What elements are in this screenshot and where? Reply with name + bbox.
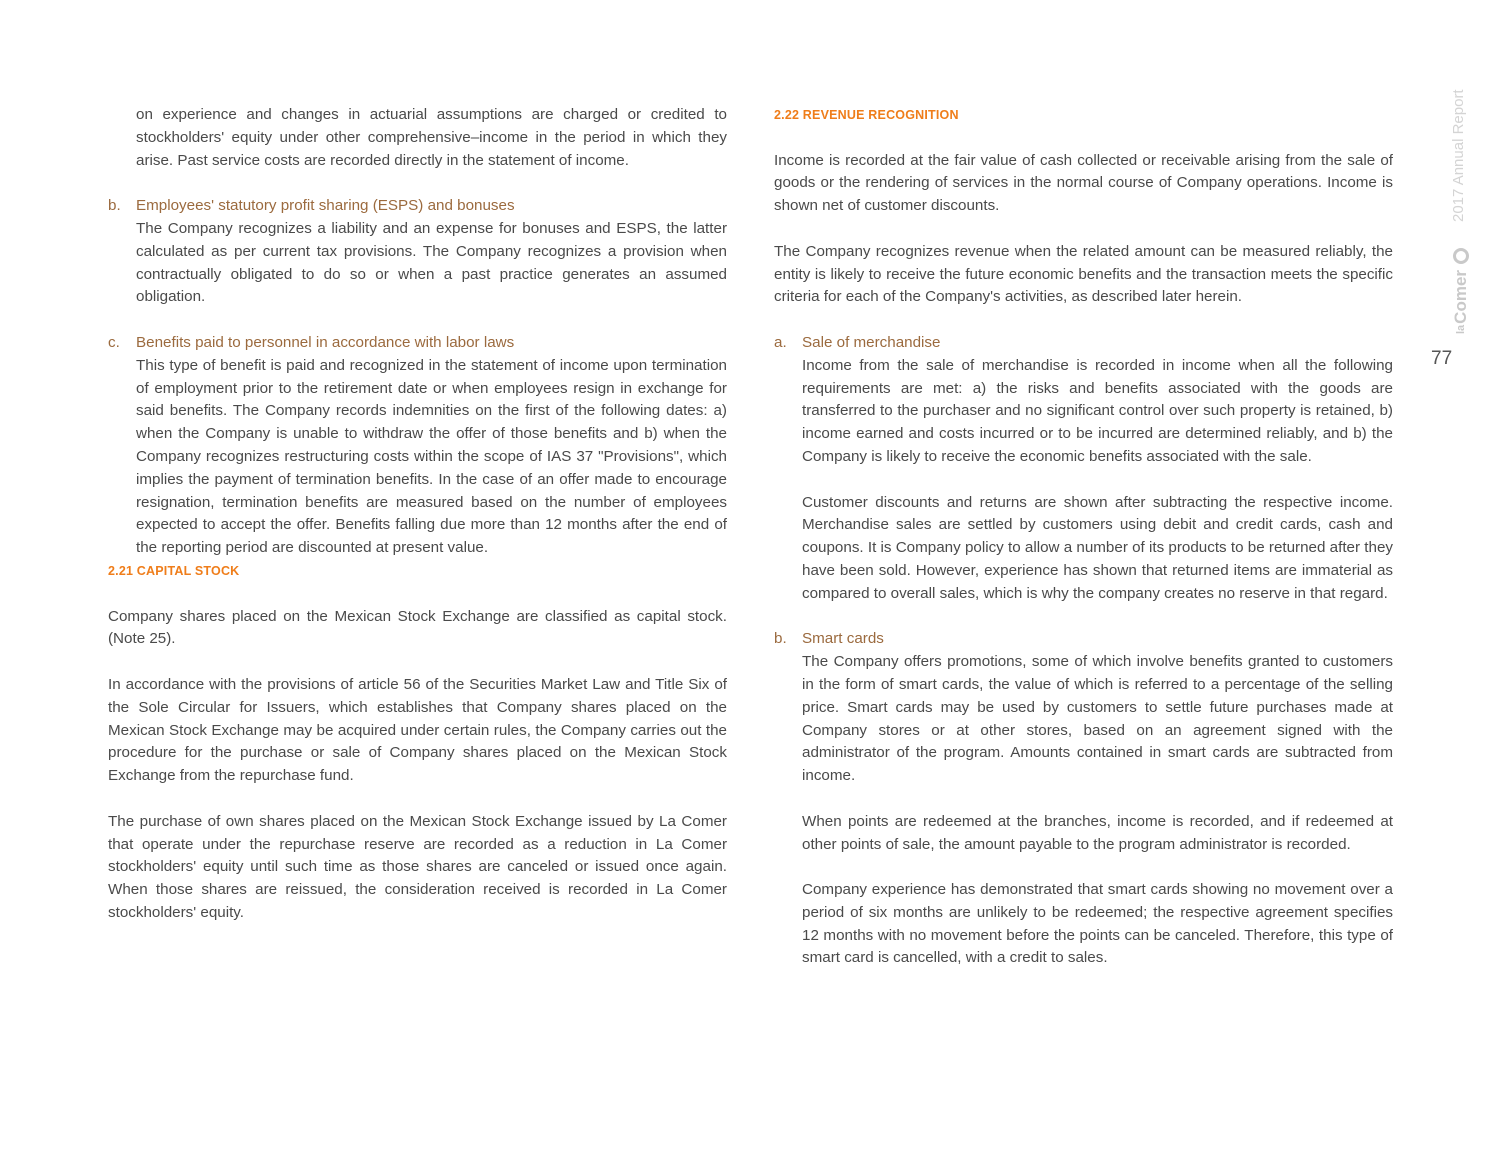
section-heading-revenue-recognition: 2.22 REVENUE RECOGNITION [774,108,959,122]
la-comer-logo [1451,248,1471,334]
list-item-b-smart-cards [774,628,1393,970]
list-item-body: Company experience has demonstrated that smart cards showing no movement over a period of six months are unlikely to be redeemed; the respective agreement specifies 12 months with no movement before the points can be canceled. Therefore, this type of smart card is cancelled, with a credit to sales. [802,881,1393,967]
list-item-title: Employees' statutory profit sharing (ESPS) and bonuses [136,197,515,215]
capital-stock-paragraph-1: Company shares placed on the Mexican Stock Exchange are classified as capital stock. (Note 25). [108,607,727,648]
list-item-b-esps [108,195,727,309]
left-column [108,104,727,925]
list-item-letter: b. [108,197,121,215]
list-item-title: Smart cards [802,630,884,648]
section-heading-capital-stock: 2.21 CAPITAL STOCK [108,563,240,578]
list-item-heading [774,332,1393,355]
page-number: 77 [1431,348,1453,369]
logo-wordmark: Comer [1451,269,1470,324]
list-item-letter: b. [774,630,787,648]
list-item-body: The Company offers promotions, some of which involve benefits granted to customers in the form of smart cards, the value of which is referred to a percentage of the selling price. Smart cards may be used by customers to settle future purchases made at Company stores or at other stores, based on an agreement signed with the administrator of the program. Amounts contained in smart cards are subtracted from income. [802,653,1393,785]
capital-stock-paragraph-2: In accordance with the provisions of article 56 of the Securities Market Law and Title Six of the Sole Circular for Issuers, which establishes that Company shares placed on the Mexican Stock Exchange may be acquired under certain rules, the Company carries out the procedure for the purchase or sale of Company shares placed on the Mexican Stock Exchange from the repurchase fund. [108,675,727,785]
list-item-body: When points are redeemed at the branches, income is recorded, and if redeemed at other points of sale, the amount payable to the program administrator is recorded. [802,812,1393,853]
list-item-c-benefits [108,332,727,560]
sidebar [1430,66,1470,338]
list-item-heading [108,332,727,355]
list-item-title: Sale of merchandise [802,333,941,351]
list-item-letter: c. [108,333,120,351]
capital-stock-paragraph-3: The purchase of own shares placed on the Mexican Stock Exchange issued by La Comer that operate under the repurchase reserve are recorded as a reduction in La Comer stockholders' equity until such time as those shares are canceled or issued once again. When those shares are reissued, the consideration received is recorded in La Comer stockholders' equity. [108,812,727,921]
logo-swirl-icon [1453,248,1469,264]
list-item-body: This type of benefit is paid and recognized in the statement of income upon termination of employment prior to the retirement date or when employees resign in exchange for said benefits. The Company records indemnities on the first of the following dates: a) when the Company is unable to withdraw the offer of those benefits and b) when the Company recognizes restructuring costs within the scope of IAS 37 "Provisions", which implies the payment of termination benefits. In the case of an offer made to encourage resignation, termination benefits are measured based on the number of employees expected to accept the offer. Benefits falling due more than 12 months after the end of the reporting period are discounted at present value. [136,356,727,557]
logo-prefix: la [1455,324,1467,334]
list-item-letter: a. [774,333,787,351]
list-item-heading [774,628,1393,651]
list-item-a-merchandise [774,332,1393,606]
list-item-body: Income from the sale of merchandise is recorded in income when all the following requirements are met: a) the risks and benefits associated with the goods are transferred to the purchaser and no significant control over such property is retained, b) income earned and costs incurred or to be incurred are determined reliably, and b) the Company is likely to receive the economic benefits associated with the sale. [802,356,1393,465]
revenue-paragraph-1: Income is recorded at the fair value of cash collected or receivable arising from the sale of goods or the rendering of services in the normal course of Company operations. Income is shown net of customer discounts. [774,151,1393,215]
annual-report-label: 2017 Annual Report [1450,89,1467,222]
list-item-body: The Company recognizes a liability and an expense for bonuses and ESPS, the latter calculated as per current tax provisions. The Company recognizes a provision when contractually obligated to do so or when a past practice generates an assumed obligation. [136,219,727,306]
revenue-paragraph-2: The Company recognizes revenue when the related amount can be measured reliably, the entity is likely to receive the future economic benefits and the transaction meets the specific criteria for each of the Company's activities, as described later herein. [774,242,1393,306]
list-item-heading [108,195,727,218]
intro-paragraph: on experience and changes in actuarial assumptions are charged or credited to stockholders' equity under other comprehensive–income in the period in which they arise. Past service costs are recorded directly in the statement of income. [136,106,727,169]
list-item-title: Benefits paid to personnel in accordance with labor laws [136,333,515,351]
right-column [774,104,1393,970]
list-item-body: Customer discounts and returns are shown after subtracting the respective income. Merchandise sales are settled by customers using debit and credit cards, cash and coupons. It is Company policy to allow a number of its products to be returned after they have been sold. However, experience has shown that returned items are immaterial as compared to overall sales, which is why the company creates no reserve in that regard. [802,493,1393,602]
